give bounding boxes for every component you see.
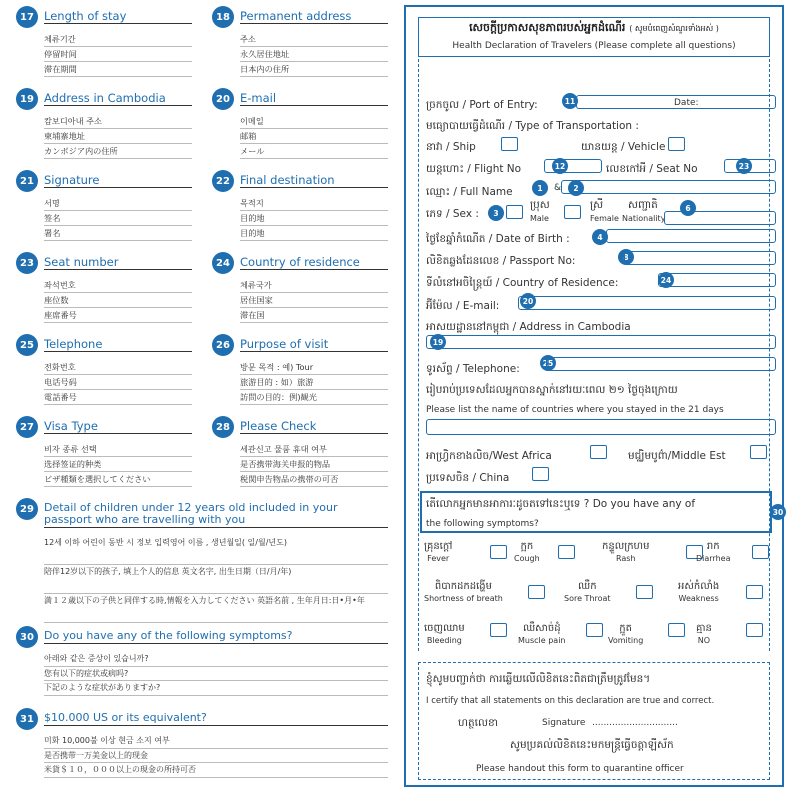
residence-input[interactable] (658, 273, 776, 287)
instruction-section-31 (16, 708, 388, 790)
port-of-entry-label: ច្រកចូល / Port of Entry: (426, 99, 538, 111)
symptom-checkbox[interactable] (636, 585, 653, 599)
vehicle-label: យានយន្ត / Vehicle (581, 141, 666, 153)
translation-line: ビザ種類を選択してください (44, 472, 192, 487)
section-number-badge: 30 (16, 626, 38, 648)
translation-line: 署名 (44, 226, 192, 241)
name-ampersand: & (554, 183, 562, 193)
translation-line: 是否携带海关申报的物品 (240, 457, 388, 472)
symptom-label-khmer: ក្អក (520, 541, 534, 552)
male-label: Male (530, 214, 549, 223)
section-title: Country of residence (240, 252, 388, 270)
section-number-badge: 31 (16, 708, 38, 730)
marker-19: 19 (430, 334, 446, 350)
instruction-section-27 (16, 416, 192, 498)
instruction-section-22 (212, 170, 388, 252)
translation-line: 目的地 (240, 226, 388, 241)
seat-label: លេខកៅអី / Seat No (606, 163, 698, 175)
instruction-section-23 (16, 252, 192, 334)
section-title: Please Check (240, 416, 388, 434)
symptom-label: Weakness (678, 594, 719, 603)
section-title: Purpose of visit (240, 334, 388, 352)
certify-label-khmer: ខ្ញុំសូមបញ្ជាក់ថា ការឆ្លើយលើលិខិតនេះពិតជាត្រឹមត្រូវមែន។ (426, 673, 651, 685)
instruction-section-17 (16, 6, 192, 88)
translation-line: 目的地 (240, 211, 388, 226)
section-number-badge: 25 (16, 334, 38, 356)
marker-4: 4 (592, 229, 608, 245)
instruction-section-21 (16, 170, 192, 252)
translation-line: 목적지 (240, 196, 388, 211)
symptom-label-khmer: ឈឺក (578, 581, 597, 592)
translation-line: 방문 목적 : 예) Tour (240, 360, 388, 375)
marker-24: 24 (658, 272, 674, 288)
address-input[interactable] (426, 335, 776, 349)
instruction-section-19 (16, 88, 192, 170)
translation-line: 滞在国 (240, 308, 388, 323)
symptom-rash (602, 539, 649, 563)
symptom-weakness (678, 579, 719, 603)
west-africa-checkbox[interactable] (590, 445, 607, 459)
symptom-label: Diarrhea (696, 554, 731, 563)
symptom-label: Cough (514, 554, 540, 563)
certify-label: I certify that all statements on this declaration are true and correct. (426, 696, 715, 706)
west-africa-label: អាហ្វ្រិកខាងលិច/West Africa (426, 450, 552, 462)
symptom-checkbox[interactable] (746, 623, 763, 637)
section-title: $10.000 US or its equivalent? (44, 708, 388, 726)
symptoms-question-line1: តើលោកអ្នកមានអាការៈដូចតទៅនេះឬទេ ? Do you have any of (426, 498, 696, 510)
section-title: Seat number (44, 252, 192, 270)
translation-line: メール (240, 144, 388, 159)
vehicle-checkbox[interactable] (668, 137, 685, 151)
residence-label: ទីលំនៅអចិន្ត្រៃយ៍ / Country of Residence: (426, 277, 619, 289)
signature-label: Signature (542, 718, 586, 728)
date-label: Date: (674, 98, 699, 108)
translation-line: 陪伴12岁以下的孩子, 填上个人的信息 英文名字, 出生日期（日/月/年) (44, 565, 388, 594)
translation-line: 이메일 (240, 114, 388, 129)
nationality-label: Nationality (622, 214, 666, 223)
symptom-checkbox[interactable] (490, 623, 507, 637)
full-name-input[interactable] (561, 180, 776, 194)
symptom-label-khmer: អស់កំលាំង (678, 581, 720, 592)
passport-label: លិខិតឆ្លងដែនលេខ / Passport No: (426, 255, 576, 267)
countries-label: Please list the name of countries where you stayed in the 21 days (426, 405, 724, 415)
male-label-khmer: ប្រុស (530, 199, 550, 211)
instruction-section-28 (212, 416, 388, 498)
translation-line: 停留时间 (44, 47, 192, 62)
section-title: E-mail (240, 88, 388, 106)
symptom-bleeding (424, 621, 465, 645)
address-label: អាសយដ្ឋាននៅកម្ពុជា / Address in Cambodia (426, 321, 631, 333)
section-title: Address in Cambodia (44, 88, 192, 106)
translation-line: 캄보디아내 주소 (44, 114, 192, 129)
symptom-label-khmer: គ្មាន (696, 623, 712, 634)
translation-line: 电话号码 (44, 375, 192, 390)
translation-line: 아래와 같은 증상이 있습니까? (44, 652, 388, 667)
translation-line: 选择签证的种类 (44, 457, 192, 472)
symptom-label: Rash (615, 554, 636, 563)
symptom-label: Bleeding (426, 636, 462, 645)
symptom-checkbox[interactable] (586, 623, 603, 637)
marker-30: 30 (770, 504, 786, 520)
symptom-muscle-pain (518, 621, 566, 645)
section-title: Signature (44, 170, 192, 188)
section-title: Length of stay (44, 6, 192, 24)
handout-label: Please handout this form to quarantine officer (476, 764, 684, 774)
instruction-section-29 (16, 498, 388, 626)
symptom-fever (424, 539, 452, 563)
china-label: ប្រទេសចិន / China (426, 472, 510, 484)
section-title: Visa Type (44, 416, 192, 434)
instruction-section-26 (212, 334, 388, 416)
symptom-label: NO (697, 636, 711, 645)
translation-line: 米貨＄１０，０００以上の現金の所持可否 (44, 763, 388, 778)
instruction-section-24 (212, 252, 388, 334)
section-number-badge: 18 (212, 6, 234, 28)
signature-label-khmer: ហត្ថលេខា (458, 717, 498, 729)
translation-line: 12세 이하 어린이 동반 시 정보 입력영어 이름 , 생년월일( 일/월/년도) (44, 536, 388, 565)
passport-input[interactable] (624, 251, 776, 265)
marker-11: 11 (562, 93, 578, 109)
translation-line: 訪問の目的：例)観光 (240, 390, 388, 405)
section-number-badge: 28 (212, 416, 234, 438)
female-checkbox[interactable] (564, 205, 581, 219)
translation-line: 是否携带一万美金以上的现金 (44, 749, 388, 764)
marker-3: 3 (488, 205, 504, 221)
female-label: Female (590, 214, 619, 223)
symptom-no (696, 621, 712, 645)
section-title: Permanent address (240, 6, 388, 24)
translation-line: 주소 (240, 32, 388, 47)
nationality-label-khmer: សញ្ជាតិ (628, 199, 658, 211)
instruction-section-20 (212, 88, 388, 170)
full-name-label: ឈ្មោះ / Full Name (426, 186, 513, 198)
symptom-label-khmer: ឈឺសាច់ដុំ (522, 623, 561, 634)
section-number-badge: 21 (16, 170, 38, 192)
instructions-panel (16, 6, 388, 790)
symptom-checkbox[interactable] (490, 545, 507, 559)
symptom-shortness-of-breath (424, 579, 503, 603)
section-number-badge: 27 (16, 416, 38, 438)
marker-23: 23 (736, 158, 752, 174)
translation-line: 永久居住地址 (240, 47, 388, 62)
section-title: Telephone (44, 334, 192, 352)
symptom-checkbox[interactable] (752, 545, 769, 559)
section-number-badge: 26 (212, 334, 234, 356)
symptom-diarrhea (696, 539, 730, 563)
translation-line: 滞在期間 (44, 62, 192, 77)
health-declaration-form (404, 5, 784, 787)
form-header (418, 17, 770, 57)
symptom-label-khmer: ចេញឈាម (424, 623, 465, 634)
female-label-khmer: ស្រី (590, 199, 604, 211)
translation-line: 座位数 (44, 293, 192, 308)
symptom-label: Shortness of breath (424, 594, 503, 603)
translation-line: 下記のような症状がありますか? (44, 681, 388, 696)
symptom-checkbox[interactable] (668, 623, 685, 637)
symptom-vomiting (608, 621, 643, 645)
symptom-label: Sore Throat (564, 594, 611, 603)
section-number-badge: 22 (212, 170, 234, 192)
flight-label: យន្តហោះ / Flight No (426, 163, 522, 175)
handout-label-khmer: សូមប្រគល់លិខិតនេះមកមន្ត្រីធ្វើចត្តាឡីស័ក (510, 739, 674, 751)
symptom-label-khmer: ក្អួត (619, 623, 632, 634)
translation-line: 柬埔寨地址 (44, 129, 192, 144)
translation-line: 座席番号 (44, 308, 192, 323)
section-number-badge: 24 (212, 252, 234, 274)
dob-input[interactable] (606, 229, 776, 243)
marker-8: 8 (618, 249, 634, 265)
marker-2: 2 (568, 180, 584, 196)
marker-1: 1 (532, 180, 548, 196)
symptom-label: Fever (427, 554, 450, 563)
section-title: Final destination (240, 170, 388, 188)
symptom-checkbox[interactable] (528, 585, 545, 599)
marker-25: 25 (540, 355, 556, 371)
section-number-badge: 17 (16, 6, 38, 28)
translation-line: 旅游目的 : 如）旅游 (240, 375, 388, 390)
form-title-khmer: សេចក្តីប្រកាសសុខភាពរបស់អ្នកដំណើរ ( សូមបំពេញសំណួរទាំងអស់ ) (469, 21, 719, 34)
telephone-input[interactable] (546, 357, 776, 371)
translation-line: 체류기간 (44, 32, 192, 47)
male-checkbox[interactable] (506, 205, 523, 219)
translation-line: 세관신고 물품 휴대 여부 (240, 442, 388, 457)
instruction-section-18 (212, 6, 388, 88)
symptom-label-khmer: គ្រុនក្តៅ (424, 541, 453, 552)
translation-line: 満１２歳以下の子供と同伴する時,情報を入力してください 英語名前 , 生年月日:日•月•年 (44, 594, 388, 623)
translation-line: 電話番号 (44, 390, 192, 405)
translation-line: 居住国家 (240, 293, 388, 308)
symptom-label: Muscle pain (518, 636, 566, 645)
translation-line: 비자 종류 선택 (44, 442, 192, 457)
translation-line: 您有以下的症状或病吗? (44, 667, 388, 682)
signature-line[interactable]: .............................. (592, 718, 678, 728)
symptom-label-khmer: រាក (706, 541, 720, 552)
translation-line: 체류국가 (240, 278, 388, 293)
translation-line: 전화번호 (44, 360, 192, 375)
symptom-sore-throat (564, 579, 611, 603)
section-number-badge: 19 (16, 88, 38, 110)
translation-line: 税関申告物品の携帯の可否 (240, 472, 388, 487)
symptom-checkbox[interactable] (746, 585, 763, 599)
ship-label: នាវា / Ship (426, 141, 476, 153)
translation-line: 좌석번호 (44, 278, 192, 293)
symptom-label-khmer: កន្ទួលក្រហម (602, 541, 650, 552)
symptom-cough (514, 539, 540, 563)
section-number-badge: 23 (16, 252, 38, 274)
marker-6: 6 (680, 200, 696, 216)
translation-line: 미화 10,000불 이상 현금 소지 여부 (44, 734, 388, 749)
marker-20: 20 (520, 293, 536, 309)
middle-east-label: មជ្ឈិមបូព៌ា/Middle Est (628, 450, 726, 462)
nationality-input[interactable] (664, 211, 776, 225)
sex-label: ភេទ / Sex : (426, 208, 479, 220)
marker-12: 12 (552, 158, 568, 174)
china-checkbox[interactable] (532, 467, 549, 481)
section-number-badge: 20 (212, 88, 234, 110)
section-title: Do you have any of the following symptoms? (44, 626, 388, 644)
symptom-label-khmer: ពិបាកដកដង្ហើម (434, 581, 492, 592)
instruction-section-30 (16, 626, 388, 708)
translation-line: 签名 (44, 211, 192, 226)
symptom-label: Vomiting (608, 636, 644, 645)
transport-label: មធ្យោបាយធ្វើដំណើរ / Type of Transportation : (426, 120, 639, 132)
translation-line: カンボジア内の住所 (44, 144, 192, 159)
email-input[interactable] (518, 296, 776, 310)
instruction-section-25 (16, 334, 192, 416)
translation-line: 日本内の住所 (240, 62, 388, 77)
form-title-english: Health Declaration of Travelers (Please complete all questions) (452, 41, 736, 51)
dob-label: ថ្ងៃខែឆ្នាំកំណើត / Date of Birth : (426, 233, 570, 245)
telephone-label: ទូរស័ព្ទ / Telephone: (426, 363, 520, 375)
translation-line: 邮箱 (240, 129, 388, 144)
section-title: Detail of children under 12 years old included in your passport who are travelling with you (44, 498, 388, 528)
section-number-badge: 29 (16, 498, 38, 520)
ship-checkbox[interactable] (501, 137, 518, 151)
countries-label-khmer: រៀបរាប់ប្រទេសដែលអ្នកបានស្នាក់នៅរយៈពេល ២១ ថ្ងៃចុងក្រោយ (426, 384, 678, 396)
translation-line: 서명 (44, 196, 192, 211)
symptoms-question-line2: the following symptoms? (426, 519, 539, 529)
email-label: អ៊ីម៉ែល / E-mail: (426, 300, 500, 312)
middle-east-checkbox[interactable] (750, 445, 767, 459)
countries-input[interactable] (426, 419, 776, 435)
symptom-checkbox[interactable] (558, 545, 575, 559)
